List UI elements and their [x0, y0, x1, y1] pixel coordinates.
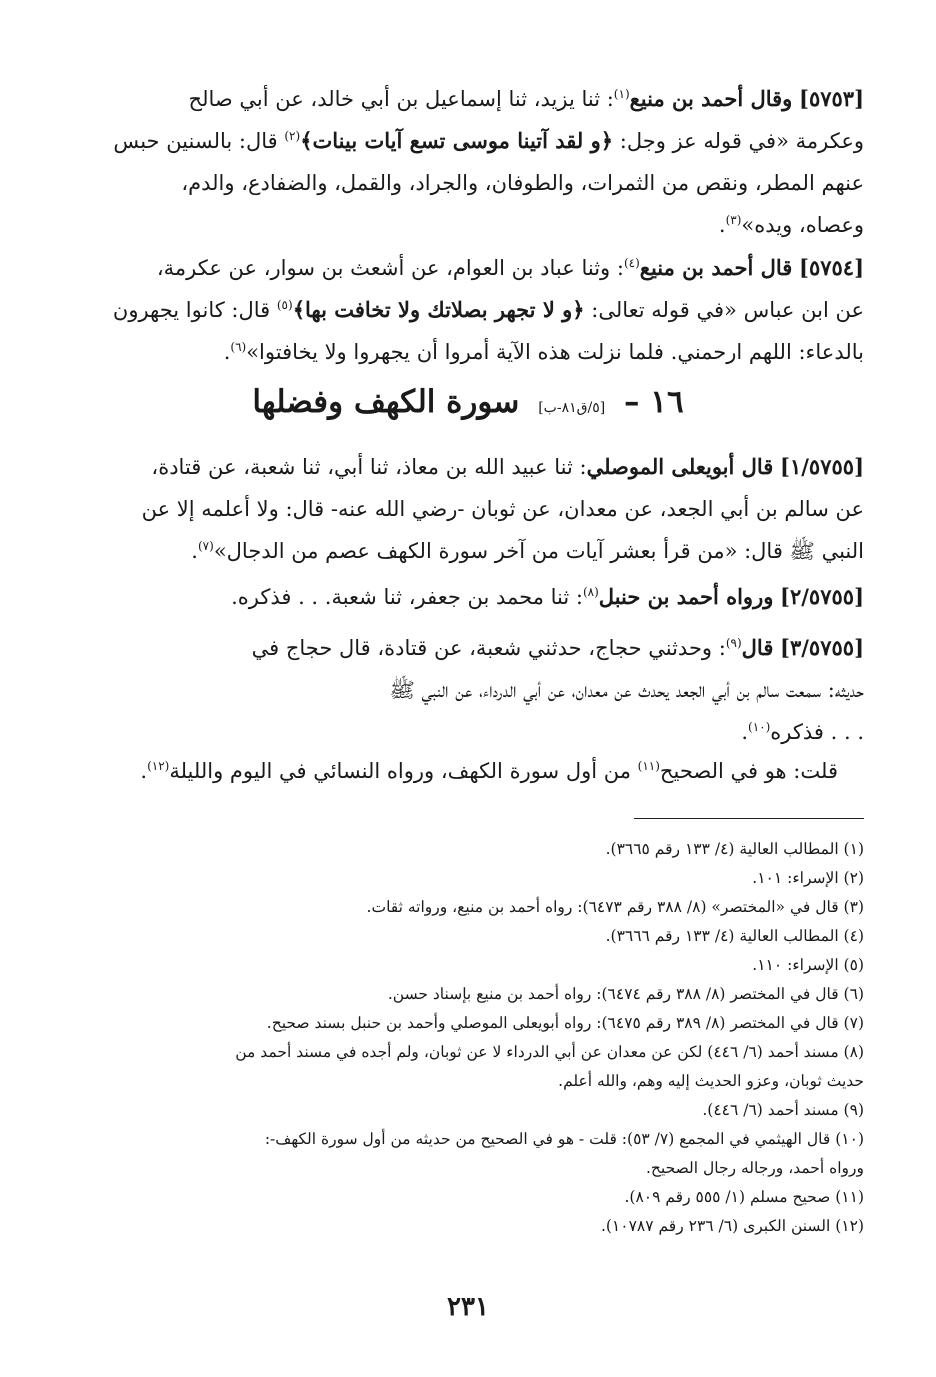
footnote-marker[interactable]: (٩) [725, 636, 742, 650]
footnote-12: (١٢) السنن الكبرى (٦/ ٢٣٦ رقم ١٠٧٨٧). [600, 1217, 864, 1235]
footnote-marker[interactable]: (٢) [284, 129, 301, 143]
punctuation: . [140, 759, 148, 783]
hadith-entry-5753 [64, 78, 864, 246]
hadith-number: [٣/٥٧٥٥] [780, 635, 864, 660]
text-line [64, 669, 864, 711]
text-line [64, 446, 864, 488]
hadith-text: وعكرمة «في قوله عز وجل: [613, 129, 864, 153]
text-line [64, 78, 864, 120]
text-line [64, 576, 864, 618]
note-text: قلت: هو في الصحيح [659, 759, 838, 783]
footnote-3: (٣) قال في «المختصر» (٨/ ٣٨٨ رقم ٦٤٧٣): رواه أحمد بن منيع، ورواته ثقات. [366, 898, 864, 916]
hadith-entry-1-5755 [64, 446, 864, 572]
hadith-text: : ثنا محمد بن جعفر، ثنا شعبة. . . فذكره. [231, 585, 583, 609]
hadith-entry-3-5755 [64, 627, 864, 753]
hadith-text: وعصاه، ويده» [741, 213, 864, 237]
footnote-5: (٥) الإسراء: ١١٠. [752, 956, 864, 974]
hadith-text: حديثه: سمعت سالم بن أبي الجعد يحدث عن معدان، عن أبي الدرداء، عن النبي ﷺ [389, 678, 864, 702]
footnote-separator [634, 818, 864, 819]
hadith-text: بالدعاء: اللهم ارحمني. فلما نزلت هذه الآية أمروا أن يجهروا ولا يخافتوا» [246, 340, 864, 364]
text-line [64, 331, 864, 373]
footnote-9: (٩) مسند أحمد (٦/ ٤٤٦). [702, 1101, 864, 1119]
hadith-number: [١/٥٧٥٥] [780, 454, 864, 479]
footnote-marker[interactable]: (٧) [197, 539, 214, 553]
hadith-entry-5754 [64, 247, 864, 373]
footnote-marker[interactable]: (١٠) [748, 720, 771, 734]
hadith-text: . . . فذكره [770, 720, 864, 744]
footnote-marker[interactable]: (٥) [276, 298, 293, 312]
hadith-text: : ثنا عبيد الله بن معاذ، ثنا أبي، ثنا شعبة، عن قتادة، [151, 455, 587, 479]
narrator-name: ورواه أحمد بن حنبل [598, 584, 774, 609]
hadith-number: [٥٧٥٣] [799, 86, 864, 111]
hadith-text: قال: كانوا يجهرون [112, 298, 277, 322]
footnote-2: (٢) الإسراء: ١٠١. [752, 869, 864, 887]
manuscript-reference: [٥/ق٨١-ب] [538, 400, 606, 416]
text-line [64, 120, 864, 162]
hadith-text: قال: بالسنين حبس [113, 129, 285, 153]
note-text: من أول سورة الكهف، ورواه النسائي في اليوم والليلة [169, 759, 638, 783]
narrator-name: قال [741, 635, 774, 660]
footnote-11: (١١) صحيح مسلم (١/ ٥٥٥ رقم ٨٠٩). [624, 1188, 864, 1206]
footnote-8-continued: حديث ثوبان، وعزو الحديث إليه وهم، والله أعلم. [558, 1072, 864, 1090]
hadith-text: : وثنا عباد بن العوام، عن أشعث بن سوار، عن عكرمة، [156, 256, 624, 280]
footnote-marker[interactable]: (٨) [582, 585, 599, 599]
footnote-4: (٤) المطالب العالية (٤/ ١٣٣ رقم ٣٦٦٦). [605, 927, 864, 945]
footnote-marker[interactable]: (٤) [623, 256, 640, 270]
footnote-1: (١) المطالب العالية (٤/ ١٣٣ رقم ٣٦٦٥). [605, 840, 864, 858]
footnote-7: (٧) قال في المختصر (٨/ ٣٨٩ رقم ٦٤٧٥): رواه أبويعلى الموصلي وأحمد بن حنبل بسند صحيح. [266, 1014, 864, 1032]
punctuation: . [741, 720, 749, 744]
hadith-text: : ثنا يزيد، ثنا إسماعيل بن أبي خالد، عن أبي صالح [188, 87, 614, 111]
footnote-6: (٦) قال في المختصر (٨/ ٣٨٨ رقم ٦٤٧٤): رواه أحمد بن منيع بإسناد حسن. [387, 985, 864, 1003]
narrator-name: قال أبويعلى الموصلي [586, 454, 774, 479]
page-number: ٢٣١ [447, 1292, 489, 1322]
hadith-number: [٢/٥٧٥٥] [780, 584, 864, 609]
footnote-marker[interactable]: (١٢) [147, 759, 170, 773]
narrator-name: وقال أحمد بن منيع [629, 86, 793, 111]
punctuation: . [223, 340, 231, 364]
quran-verse: ﴿و لقد آتينا موسى تسع آيات بينات﴾ [300, 128, 614, 153]
hadith-entry-2-5755 [64, 576, 864, 618]
text-line [64, 530, 864, 572]
narrator-name: قال أحمد بن منيع [639, 255, 793, 280]
footnote-marker[interactable]: (٣) [725, 213, 742, 227]
text-line [64, 289, 864, 331]
footnote-marker[interactable]: (٦) [230, 340, 247, 354]
footnote-8: (٨) مسند أحمد (٦/ ٤٤٦) لكن عن معدان عن أبي الدرداء لا عن ثوبان، ولم أجده في مسند أحمد من [235, 1043, 864, 1061]
text-line [64, 488, 864, 530]
chapter-title: سورة الكهف وفضلها [252, 384, 520, 420]
editor-note [64, 750, 864, 792]
hadith-text: النبي ﷺ قال: «من قرأ بعشر آيات من آخر سورة الكهف عصم من الدجال» [213, 539, 864, 563]
hadith-text: عن ابن عباس «في قوله تعالى: [584, 298, 864, 322]
text-line [64, 204, 864, 246]
text-line [64, 162, 864, 204]
punctuation: . [191, 539, 198, 563]
chapter-heading [0, 384, 936, 420]
punctuation: . [718, 213, 726, 237]
hadith-number: [٥٧٥٤] [799, 255, 864, 280]
hadith-text: عنهم المطر، ونقص من الثمرات، والطوفان، والجراد، والقمل، والضفادع، والدم، [181, 171, 864, 195]
footnote-marker[interactable]: (١١) [637, 759, 660, 773]
footnote-marker[interactable]: (١) [613, 87, 630, 101]
text-line [64, 627, 864, 669]
text-line [64, 247, 864, 289]
footnote-10-continued: ورواه أحمد، ورجاله رجال الصحيح. [645, 1159, 864, 1177]
text-line [64, 750, 838, 792]
footnote-10: (١٠) قال الهيثمي في المجمع (٧/ ٥٣): قلت - هو في الصحيح من حديثه من أول سورة الكهف-: [264, 1130, 864, 1148]
hadith-text: : وحدثني حجاج، حدثني شعبة، عن قتادة، قال حجاج في [251, 636, 726, 660]
quran-verse: ﴿و لا تجهر بصلاتك ولا تخافت بها﴾ [292, 297, 585, 322]
text-line [64, 711, 864, 753]
chapter-number: ١٦ – [624, 384, 684, 420]
hadith-text: عن سالم بن أبي الجعد، عن معدان، عن ثوبان -رضي الله عنه- قال: ولا أعلمه إلا عن [141, 497, 864, 521]
